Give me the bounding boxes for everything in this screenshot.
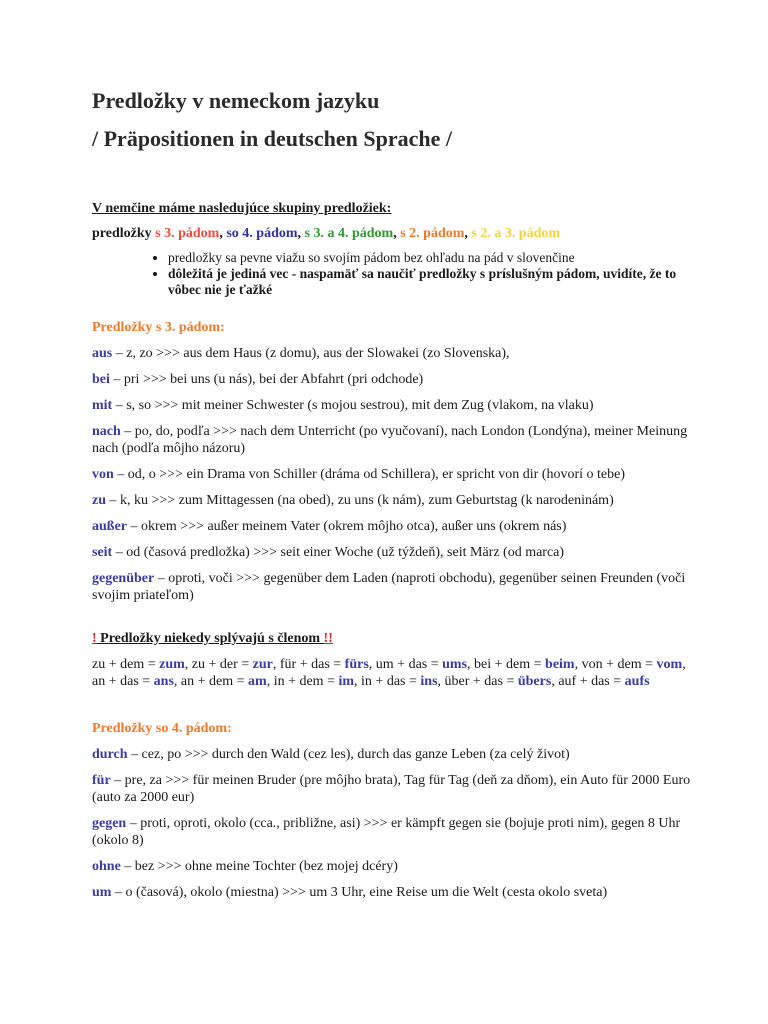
preposition-entry xyxy=(92,544,692,561)
merge-result: aufs xyxy=(624,674,650,689)
separator: , xyxy=(437,674,445,689)
merge-formula: zu + der = xyxy=(191,657,253,672)
preposition-explanation: – cez, po >>> durch den Wald (cez les), durch das ganze Leben (za celý život) xyxy=(127,747,570,762)
preposition-keyword: zu xyxy=(92,493,106,508)
merge-heading xyxy=(92,630,692,647)
page-title: Predložky v nemeckom jazyku xyxy=(92,88,380,113)
merge-result: zum xyxy=(159,657,185,672)
merge-formula: auf + das = xyxy=(558,674,625,689)
rule-item: • predložky sa pevne viažu so svojím pádom bez ohľadu na pád v slovenčine xyxy=(168,250,692,266)
preposition-entry xyxy=(92,884,692,901)
preposition-explanation: – s, so >>> mit meiner Schwester (s mojou sestrou), mit dem Zug (vlakom, na vlaku) xyxy=(112,398,594,413)
merge-result: vom xyxy=(656,657,683,672)
separator: , xyxy=(354,674,362,689)
group-dative-accusative: s 3. a 4. pádom xyxy=(304,226,394,241)
preposition-explanation: – po, do, podľa >>> nach dem Unterricht (po vyučovaní), nach London (Londýna), meiner Meinung nach (podľa môjho názoru) xyxy=(92,424,688,456)
separator: , xyxy=(682,657,686,672)
rules-list xyxy=(92,250,692,298)
separator: , xyxy=(173,674,181,689)
preposition-keyword: für xyxy=(92,773,111,788)
merge-formula: in + das = xyxy=(361,674,421,689)
separator: , xyxy=(266,674,274,689)
separator: , xyxy=(467,657,475,672)
dative-list xyxy=(92,345,692,604)
preposition-explanation: – k, ku >>> zum Mittagessen (na obed), zu uns (k nám), zum Geburtstag (k narodeninám) xyxy=(106,493,614,508)
page-subtitle: / Präpositionen in deutschen Sprache / xyxy=(92,126,452,151)
preposition-entry xyxy=(92,345,692,362)
preposition-keyword: ohne xyxy=(92,859,121,874)
preposition-entry xyxy=(92,815,692,849)
merge-formula: um + das = xyxy=(375,657,443,672)
preposition-explanation: – pre, za >>> für meinen Bruder (pre môjho brata), Tag für Tag (deň za dňom), ein Auto für 2000 Euro (auto za 2000 eur) xyxy=(92,773,691,805)
separator: , xyxy=(272,657,280,672)
groups-line: predložky s 3. pádom, so 4. pádom, s 3. a 4. pádom, s 2. pádom, s 2. a 3. pádom xyxy=(92,226,561,241)
rule-item: • dôležitá je jediná vec - naspamäť sa naučiť predložky s príslušným pádom, uvidíte, že to vôbec nie je ťažké xyxy=(168,266,692,298)
merge-result: zur xyxy=(252,657,273,672)
merge-formula: über + das = xyxy=(444,674,518,689)
preposition-explanation: – okrem >>> außer meinem Vater (okrem môjho otca), außer uns (okrem nás) xyxy=(127,519,567,534)
preposition-entry xyxy=(92,772,692,806)
merge-result: im xyxy=(338,674,355,689)
groups-prefix: predložky xyxy=(92,226,152,241)
preposition-keyword: mit xyxy=(92,398,113,413)
section-dative-heading: Predložky s 3. pádom: xyxy=(92,320,225,335)
separator: , xyxy=(551,674,559,689)
preposition-explanation: – od, o >>> ein Drama von Schiller (dráma od Schillera), er spricht von dir (hovorí o tebe) xyxy=(113,467,626,482)
preposition-explanation: – z, zo >>> aus dem Haus (z domu), aus der Slowakei (zo Slovenska), xyxy=(112,346,510,361)
separator: , xyxy=(368,657,376,672)
merge-formula: von + dem = xyxy=(581,657,657,672)
merge-result: ins xyxy=(420,674,438,689)
preposition-entry xyxy=(92,746,692,763)
accusative-list xyxy=(92,746,692,901)
group-genitive: s 2. pádom xyxy=(400,226,465,241)
preposition-keyword: durch xyxy=(92,747,128,762)
group-accusative: so 4. pádom xyxy=(226,226,298,241)
preposition-keyword: nach xyxy=(92,424,121,439)
preposition-keyword: aus xyxy=(92,346,113,361)
merge-result: am xyxy=(248,674,267,689)
preposition-explanation: – proti, oproti, okolo (cca., približne, asi) >>> er kämpft gegen sie (bojuje proti nim), gegen 8 Uhr (okolo 8) xyxy=(92,816,681,848)
preposition-entry xyxy=(92,570,692,604)
merge-heading-text: Predložky niekedy splývajú s členom xyxy=(96,631,324,646)
preposition-entry xyxy=(92,423,692,457)
merge-formula: an + dem = xyxy=(180,674,249,689)
preposition-explanation: – pri >>> bei uns (u nás), bei der Abfahrt (pri odchode) xyxy=(109,372,424,387)
groups-heading: V nemčine máme nasledujúce skupiny predložiek: xyxy=(92,201,392,216)
preposition-keyword: gegen xyxy=(92,816,127,831)
group-genitive-dative: s 2. a 3. pádom xyxy=(471,226,561,241)
preposition-explanation: – o (časová), okolo (miestna) >>> um 3 Uhr, eine Reise um die Welt (cesta okolo sveta) xyxy=(111,885,608,900)
merge-result: übers xyxy=(517,674,552,689)
group-dative: s 3. pádom xyxy=(155,226,220,241)
section-accusative-heading: Predložky so 4. pádom: xyxy=(92,721,232,736)
preposition-entry xyxy=(92,518,692,535)
merge-formula: zu + dem = xyxy=(92,657,160,672)
preposition-explanation: – od (časová predložka) >>> seit einer Woche (už týždeň), seit März (od marca) xyxy=(112,545,565,560)
preposition-keyword: von xyxy=(92,467,114,482)
preposition-keyword: bei xyxy=(92,372,110,387)
preposition-keyword: außer xyxy=(92,519,127,534)
merge-formula: bei + dem = xyxy=(474,657,546,672)
merge-formula: für + das = xyxy=(279,657,345,672)
warning-mark: ! xyxy=(92,631,97,646)
merge-result: fürs xyxy=(344,657,369,672)
preposition-entry xyxy=(92,466,692,483)
separator: , xyxy=(574,657,582,672)
preposition-keyword: seit xyxy=(92,545,113,560)
warning-mark: !! xyxy=(323,631,333,646)
preposition-keyword: um xyxy=(92,885,112,900)
merge-result: ans xyxy=(153,674,174,689)
merge-formula: an + das = xyxy=(92,674,154,689)
merge-list xyxy=(92,656,692,690)
merge-formula: in + dem = xyxy=(273,674,339,689)
merge-result: ums xyxy=(442,657,468,672)
separator: , xyxy=(184,657,192,672)
preposition-explanation: – oproti, voči >>> gegenüber dem Laden (naproti obchodu), gegenüber seinen Freunden (voči svojim priateľom) xyxy=(92,571,686,603)
document-page xyxy=(92,86,692,901)
merge-result: beim xyxy=(545,657,575,672)
preposition-entry xyxy=(92,397,692,414)
preposition-entry xyxy=(92,858,692,875)
preposition-entry xyxy=(92,371,692,388)
preposition-explanation: – bez >>> ohne meine Tochter (bez mojej dcéry) xyxy=(120,859,398,874)
preposition-entry xyxy=(92,492,692,509)
preposition-keyword: gegenüber xyxy=(92,571,155,586)
